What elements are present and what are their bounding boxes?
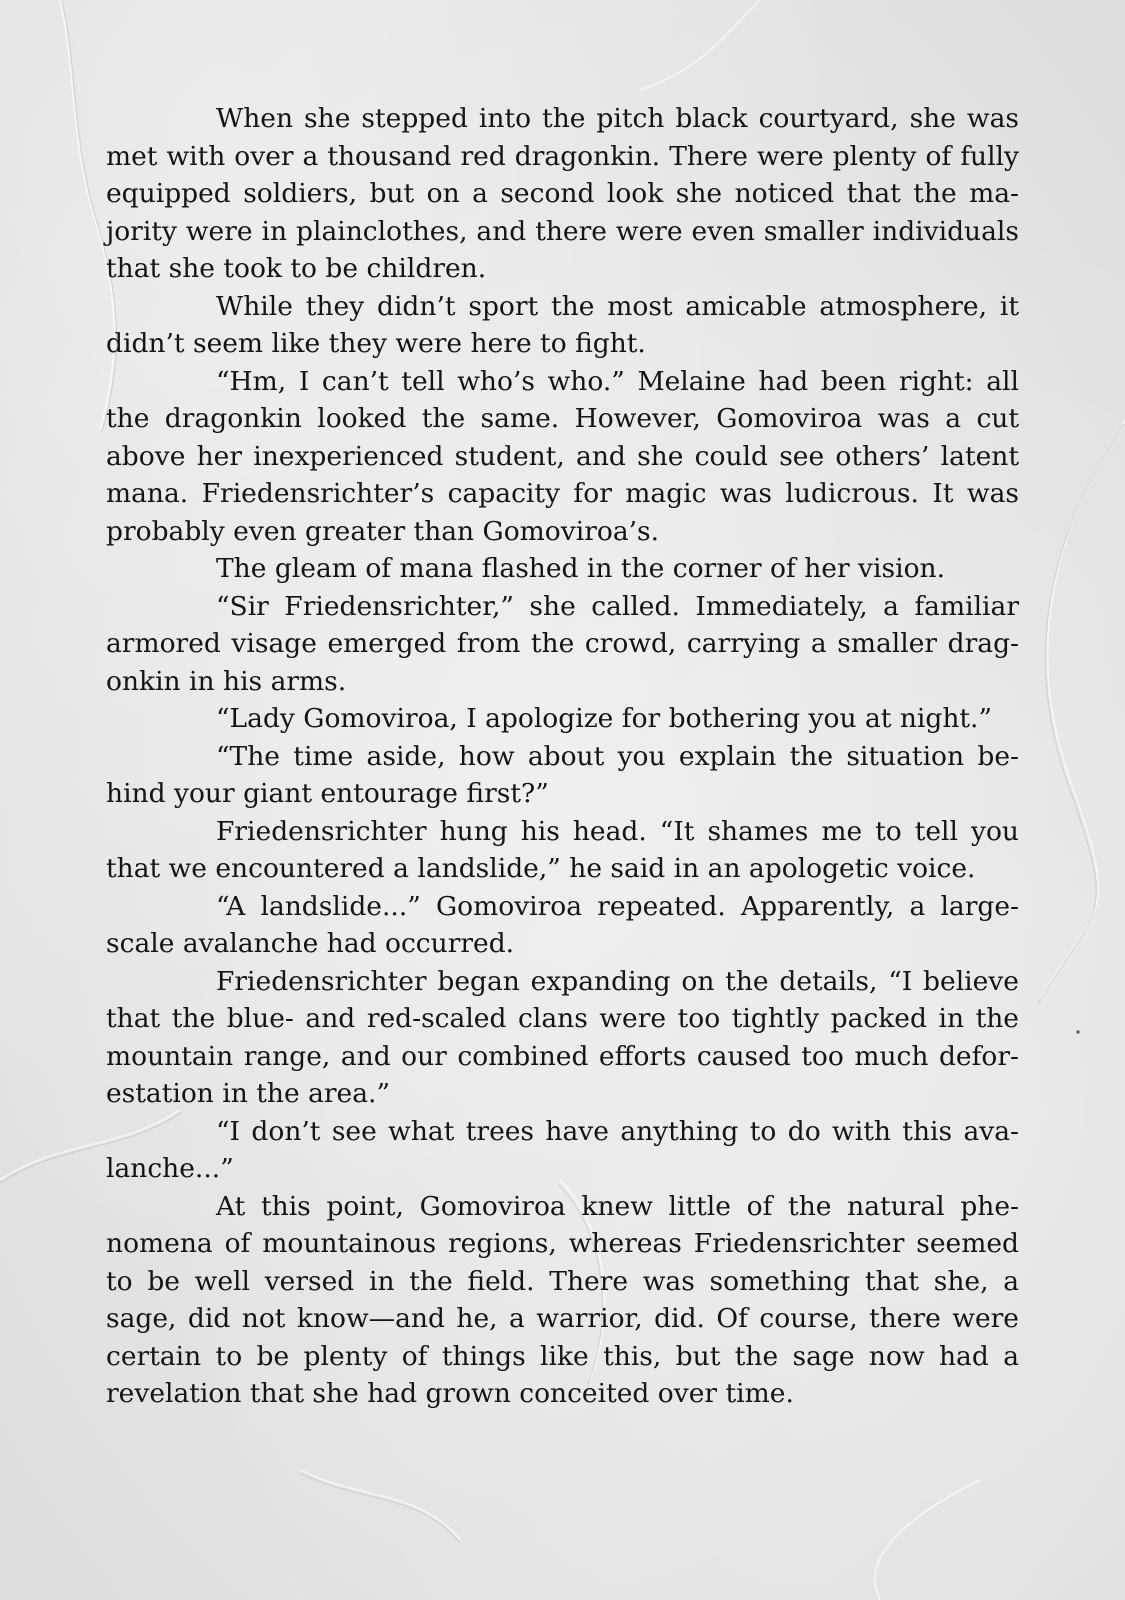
paragraph-10: Friedensrichter began expanding on the details, “I believe that the blue- and red-scaled clans were too tightly packed in the mountain range, and our combined efforts caused too much deforestation in the area.” [106, 965, 1019, 1109]
paragraph-9: “A landslide...” Gomoviroa repeated. Apparently, a large-scale avalanche had occurred. [106, 890, 1019, 959]
paragraph-1: When she stepped into the pitch black courtyard, she was met with over a thousand red dragonkin. There were plenty of fully equipped soldiers, but on a second look she noticed that the majority were in plainclothes, and there were even smaller individuals that she took to be children. [106, 103, 1019, 284]
paragraph-7: “The time aside, how about you explain the situation behind your giant entourage first?” [106, 740, 1019, 809]
paragraph-5: “Sir Friedensrichter,” she called. Immediately, a familiar armored visage emerged from the crowd, carrying a smaller dragonkin in his arms. [106, 590, 1019, 697]
paragraph-3: “Hm, I can’t tell who’s who.” Melaine had been right: all the dragonkin looked the same. However, Gomoviroa was a cut above her inexperienced student, and she could see others’ latent mana. Friedensrichter’s capacity for magic was ludicrous. It was probably even greater than Gomoviroa’s. [106, 365, 1019, 547]
body-text [106, 100, 1019, 1413]
paragraph-8: Friedensrichter hung his head. “It shames me to tell you that we encountered a landslide,” he said in an apologetic voice. [106, 815, 1019, 884]
paragraph-2: While they didn’t sport the most amicable atmosphere, it didn’t seem like they were here to fight. [106, 290, 1019, 359]
paragraph-6: “Lady Gomoviroa, I apologize for bothering you at night.” [216, 703, 993, 734]
paragraph-12: At this point, Gomoviroa knew little of the natural phenomena of mountainous regions, whereas Friedensrichter seemed to be well versed in the field. There was something that she, a sage, did not know—and he, a warrior, did. Of course, there were certain to be plenty of things like this, but the sage now had a revelation that she had grown conceited over time. [106, 1190, 1019, 1409]
paragraph-11: “I don’t see what trees have anything to do with this avalanche...” [106, 1115, 1019, 1184]
paragraph-4: The gleam of mana flashed in the corner of her vision. [216, 553, 946, 584]
